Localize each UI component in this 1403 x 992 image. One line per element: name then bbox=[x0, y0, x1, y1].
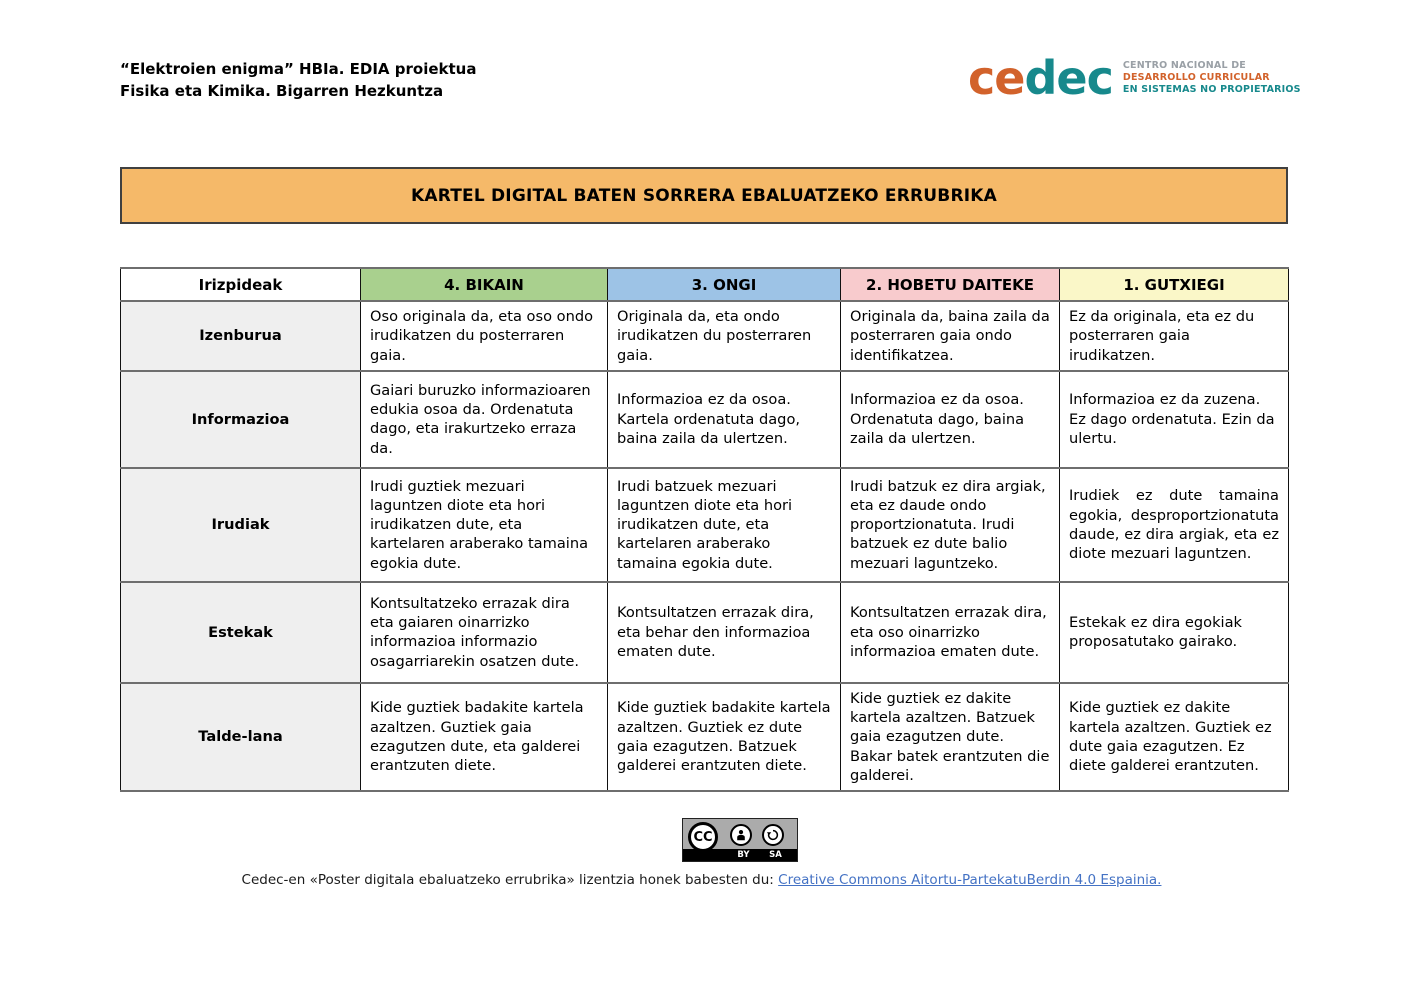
title-banner bbox=[120, 167, 1288, 224]
cell-estekak-bikain: Kontsultatzeko errazak dira eta gaiaren oinarrizko informazioa informazio osagarriarekin osatzen dute. bbox=[361, 582, 608, 683]
cc-sa-icon bbox=[762, 824, 784, 846]
column-header-gutxiegi: 1. GUTXIEGI bbox=[1060, 268, 1289, 301]
table-row bbox=[121, 582, 1289, 683]
cell-estekak-ongi: Kontsultatzen errazak dira, eta behar den informazioa ematen dute. bbox=[608, 582, 841, 683]
project-header bbox=[120, 59, 476, 103]
logo-tagline-line2: DESARROLLO CURRICULAR bbox=[1122, 72, 1270, 84]
cedec-logo-wordmark bbox=[968, 51, 1113, 105]
cell-estekak-hobetu: Kontsultatzen errazak dira, eta oso oinarrizko informazioa ematen dute. bbox=[841, 582, 1060, 683]
cell-taldelana-gutxiegi: Kide guztiek ez dakite kartela azaltzen. Guztiek ez dute gaia ezagutzen. Ez diete galderei erantzuten. bbox=[1060, 683, 1289, 791]
cell-irudiak-ongi: Irudi batzuek mezuari laguntzen diote eta hori irudikatzen dute, eta kartelaren araberako tamaina egokia dute. bbox=[608, 468, 841, 582]
criterion-estekak: Estekak bbox=[121, 582, 361, 683]
logo-ce-text: ce bbox=[968, 51, 1025, 105]
criterion-talde-lana: Talde-lana bbox=[121, 683, 361, 791]
rubric-header-row bbox=[121, 268, 1289, 301]
cell-informazioa-hobetu: Informazioa ez da osoa. Ordenatuta dago, baina zaila da ulertzen. bbox=[841, 371, 1060, 468]
cell-irudiak-gutxiegi: Irudiek ez dute tamaina egokia, desproportzionatuta daude, ez dira argiak, eta ez diote mezuari laguntzen. bbox=[1060, 468, 1289, 582]
cedec-logo-tagline bbox=[1123, 60, 1301, 96]
table-row bbox=[121, 301, 1289, 371]
license-line bbox=[0, 872, 1403, 888]
table-row bbox=[121, 371, 1289, 468]
cell-izenburua-ongi: Originala da, eta ondo irudikatzen du posterraren gaia. bbox=[608, 301, 841, 371]
logo-dec-text: dec bbox=[1024, 51, 1113, 105]
cell-estekak-gutxiegi: Estekak ez dira egokiak proposatutako gairako. bbox=[1060, 582, 1289, 683]
column-header-irizpideak: Irizpideak bbox=[121, 268, 361, 301]
cell-izenburua-bikain: Oso originala da, eta oso ondo irudikatzen du posterraren gaia. bbox=[361, 301, 608, 371]
project-title-line1: “Elektroien enigma” HBIa. EDIA proiektua bbox=[120, 60, 477, 78]
cell-izenburua-hobetu: Originala da, baina zaila da posterraren gaia ondo identifikatzea. bbox=[841, 301, 1060, 371]
table-row bbox=[121, 683, 1289, 791]
license-link[interactable]: Creative Commons Aitortu-PartekatuBerdin 4.0 Espainia. bbox=[778, 872, 1162, 888]
criterion-irudiak: Irudiak bbox=[121, 468, 361, 582]
cell-irudiak-hobetu: Irudi batzuk ez dira argiak, eta ez daude ondo proportzionatuta. Irudi batzuek ez dute balio mezuari laguntzeko. bbox=[841, 468, 1060, 582]
cell-taldelana-hobetu: Kide guztiek ez dakite kartela azaltzen. Batzuek gaia ezagutzen dute. Bakar batek erantzuten die galderei. bbox=[841, 683, 1060, 791]
rubric-table bbox=[120, 267, 1289, 792]
license-text: Cedec-en «Poster digitala ebaluatzeko errubrika» lizentzia honek babesten du: bbox=[241, 872, 779, 888]
criterion-informazioa: Informazioa bbox=[121, 371, 361, 468]
column-header-bikain: 4. BIKAIN bbox=[361, 268, 608, 301]
share-alike-icon bbox=[766, 828, 780, 842]
table-row bbox=[121, 468, 1289, 582]
person-icon bbox=[734, 828, 748, 842]
project-title-line2: Fisika eta Kimika. Bigarren Hezkuntza bbox=[120, 81, 444, 100]
cell-taldelana-bikain: Kide guztiek badakite kartela azaltzen. Guztiek gaia ezagutzen dute, eta galderei erantzuten diete. bbox=[361, 683, 608, 791]
cell-informazioa-ongi: Informazioa ez da osoa. Kartela ordenatuta dago, baina zaila da ulertzen. bbox=[608, 371, 841, 468]
column-header-ongi: 3. ONGI bbox=[608, 268, 841, 301]
cc-sa-label: SA bbox=[769, 850, 782, 860]
cc-by-label: BY bbox=[737, 850, 750, 860]
cc-by-icon bbox=[730, 824, 752, 846]
cell-taldelana-ongi: Kide guztiek badakite kartela azaltzen. Guztiek ez dute gaia ezagutzen. Batzuek galderei erantzuten diete. bbox=[608, 683, 841, 791]
cc-icon: CC bbox=[688, 822, 718, 852]
criterion-izenburua: Izenburua bbox=[121, 301, 361, 371]
cc-license-badge[interactable] bbox=[682, 818, 798, 862]
cell-irudiak-bikain: Irudi guztiek mezuari laguntzen diote eta hori irudikatzen dute, eta kartelaren araberako tamaina egokia dute. bbox=[361, 468, 608, 582]
logo-tagline-line1: CENTRO NACIONAL DE bbox=[1122, 60, 1246, 72]
cell-izenburua-gutxiegi: Ez da originala, eta ez du posterraren gaia irudikatzen. bbox=[1060, 301, 1289, 371]
page-title: KARTEL DIGITAL BATEN SORRERA EBALUATZEKO ERRUBRIKA bbox=[410, 185, 997, 206]
cedec-logo bbox=[968, 51, 1301, 105]
cell-informazioa-gutxiegi: Informazioa ez da zuzena. Ez dago ordenatuta. Ezin da ulertu. bbox=[1060, 371, 1289, 468]
logo-tagline-line3: EN SISTEMAS NO PROPIETARIOS bbox=[1122, 83, 1301, 95]
cell-informazioa-bikain: Gaiari buruzko informazioaren edukia osoa da. Ordenatuta dago, eta irakurtzeko erraza da. bbox=[361, 371, 608, 468]
column-header-hobetu-daiteke: 2. HOBETU DAITEKE bbox=[841, 268, 1060, 301]
